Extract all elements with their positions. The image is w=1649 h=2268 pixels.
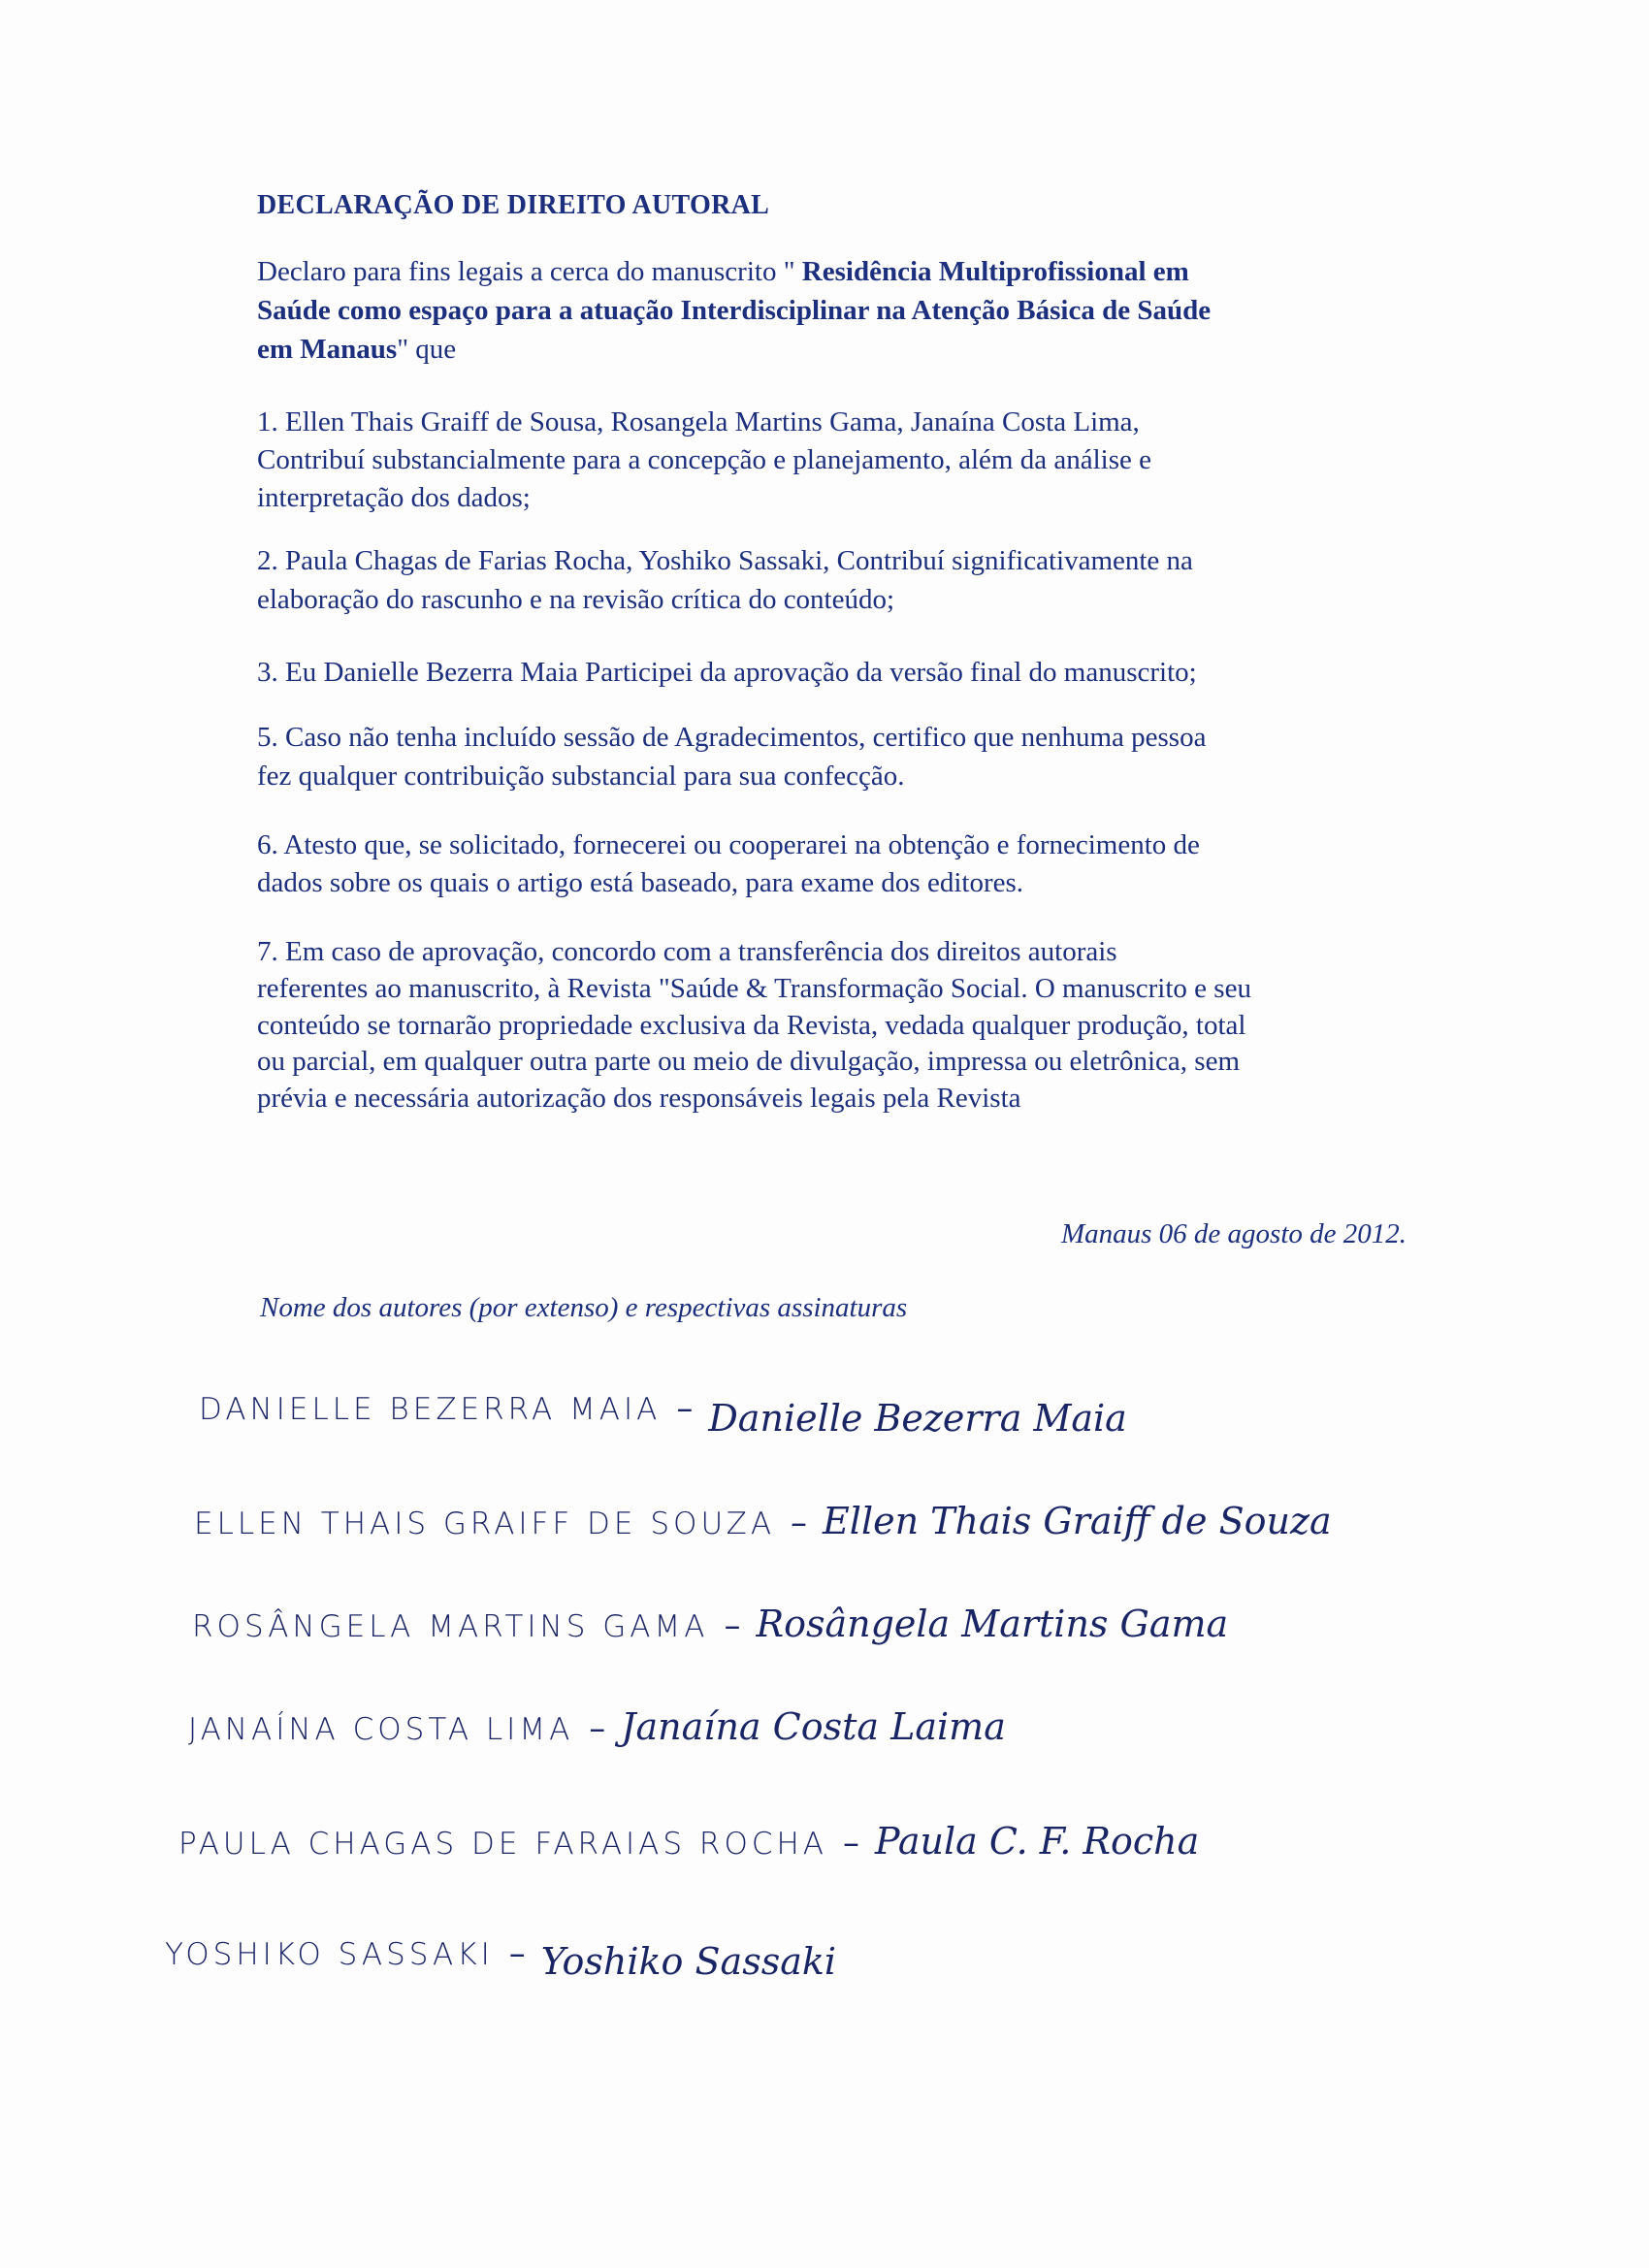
manuscript-title: em Manaus <box>257 334 398 365</box>
intro-line-2 <box>257 292 1211 330</box>
manuscript-title: Saúde como espaço para a atuação Interdisciplinar na Atenção Básica de Saúde <box>257 295 1212 326</box>
author-row <box>199 1385 1127 1440</box>
item-7-line: ou parcial, em qualquer outra parte ou meio de divulgação, impressa ou eletrônica, sem <box>257 1046 1241 1077</box>
item-2-line: 2. Paula Chagas de Farias Rocha, Yoshiko Sassaki, Contribuí significativamente na <box>257 545 1193 576</box>
author-signature: Janaína Costa Laima <box>621 1705 1006 1748</box>
item-5-line: 5. Caso não tenha incluído sessão de Agradecimentos, certifico que nenhuma pessoa <box>257 722 1207 753</box>
item-1-line: 1. Ellen Thais Graiff de Sousa, Rosangela Martins Gama, Janaína Costa Lima, <box>257 406 1140 437</box>
authors-label: Nome dos autores (por extenso) e respectivas assinaturas <box>260 1292 908 1323</box>
manuscript-title: Residência Multiprofissional em <box>801 256 1189 287</box>
dash: – <box>843 1824 860 1863</box>
item-7-line: 7. Em caso de aprovação, concordo com a transferência dos direitos autorais <box>257 936 1117 967</box>
dash: – <box>589 1709 606 1748</box>
item-6-line: 6. Atesto que, se solicitado, fornecerei ou cooperarei na obtenção e fornecimento de <box>257 829 1200 860</box>
date-place: Manaus 06 de agosto de 2012. <box>1060 1218 1406 1249</box>
item-7-line: conteúdo se tornarão propriedade exclusiva da Revista, vedada qualquer produção, total <box>257 1010 1246 1041</box>
author-row <box>192 1603 1228 1645</box>
author-printed-name: DANIELLE BEZERRA MAIA <box>199 1392 662 1427</box>
dash: – <box>508 1934 526 1973</box>
author-row <box>165 1930 837 1983</box>
item-1-line: Contribuí substancialmente para a concepção e planejamento, além da análise e <box>257 444 1151 475</box>
author-signature: Yoshiko Sassaki <box>540 1940 837 1983</box>
dash: – <box>791 1504 808 1542</box>
item-6-line: dados sobre os quais o artigo está baseado, para exame dos editores. <box>257 867 1024 898</box>
dash: – <box>724 1606 741 1645</box>
author-printed-name: JANAÍNA COSTA LIMA <box>188 1712 574 1747</box>
author-printed-name: YOSHIKO SASSAKI <box>165 1937 494 1972</box>
intro-text: Declaro para fins legais a cerca do manuscrito " <box>257 256 802 287</box>
author-printed-name: ELLEN THAIS GRAIFF DE SOUZA <box>194 1507 776 1541</box>
item-2-line: elaboração do rascunho e na revisão crítica do conteúdo; <box>257 584 895 615</box>
item-7-line: referentes ao manuscrito, à Revista "Saúde & Transformação Social. O manuscrito e seu <box>257 973 1251 1004</box>
dash: – <box>676 1389 694 1428</box>
author-row <box>194 1500 1332 1542</box>
item-1-line: interpretação dos dados; <box>257 482 531 513</box>
author-signature: Ellen Thais Graiff de Souza <box>823 1500 1332 1542</box>
author-signature: Danielle Bezerra Maia <box>708 1397 1127 1440</box>
item-5-line: fez qualquer contribuição substancial para sua confecção. <box>257 761 905 792</box>
intro-line-1 <box>257 253 1189 291</box>
author-printed-name: PAULA CHAGAS DE FARAIAS ROCHA <box>178 1827 828 1862</box>
intro-text: " que <box>397 334 457 365</box>
author-signature: Paula C. F. Rocha <box>875 1820 1200 1863</box>
author-signature: Rosângela Martins Gama <box>756 1603 1229 1645</box>
item-7-line: prévia e necessária autorização dos responsáveis legais pela Revista <box>257 1083 1021 1114</box>
intro-line-3 <box>257 331 456 369</box>
author-row <box>188 1705 1006 1748</box>
item-3-line: 3. Eu Danielle Bezerra Maia Participei da aprovação da versão final do manuscrito; <box>257 657 1197 688</box>
document-title: DECLARAÇÃO DE DIREITO AUTORAL <box>257 190 770 220</box>
author-row <box>178 1820 1199 1863</box>
author-printed-name: ROSÂNGELA MARTINS GAMA <box>192 1609 709 1644</box>
